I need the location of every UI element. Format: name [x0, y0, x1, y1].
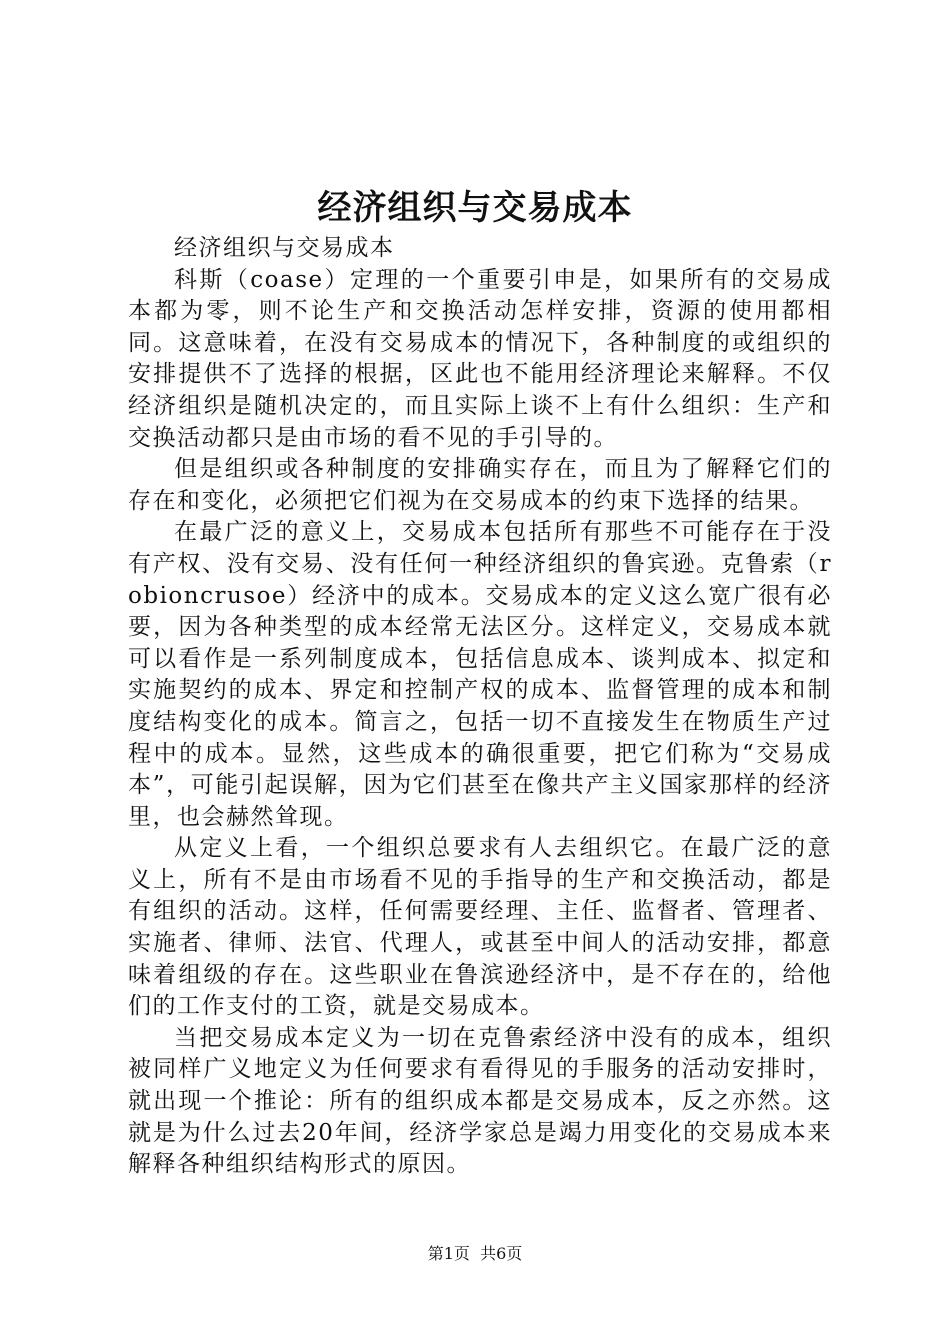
document-body — [128, 233, 832, 1181]
document-title: 经济组织与交易成本 — [317, 188, 633, 228]
paragraph-subtitle: 经济组织与交易成本 — [174, 235, 395, 261]
page-total: 共6页 — [480, 1244, 523, 1263]
page-footer — [0, 1243, 950, 1265]
paragraph: 科斯（coase）定理的一个重要引申是，如果所有的交易成本都为零，则不论生产和交换活动怎样安排，资源的使用都相同。这意味着，在没有交易成本的情况下，各种制度的或组织的安排提供不了选择的根据，区此也不能用经济理论来解释。不仅经济组织是随机决定的，而且实际上谈不上有什么组织：生产和交换活动都只是由市场的看不见的手引导的。 — [128, 266, 832, 451]
page-number: 第1页 — [427, 1244, 470, 1263]
paragraph: 但是组织或各种制度的安排确实存在，而且为了解释它们的存在和变化，必须把它们视为在交易成本的约束下选择的结果。 — [128, 456, 832, 514]
paragraph: 当把交易成本定义为一切在克鲁索经济中没有的成本，组织被同样广义地定义为任何要求有看得见的手服务的活动安排时，就出现一个推论：所有的组织成本都是交易成本，反之亦然。这就是为什么过去20年间，经济学家总是竭力用变化的交易成本来解释各种组织结构形式的原因。 — [128, 1024, 832, 1178]
paragraph: 在最广泛的意义上，交易成本包括所有那些不可能存在于没有产权、没有交易、没有任何一种经济组织的鲁宾逊。克鲁索（robioncrusoe）经济中的成本。交易成本的定义这么宽广很有必要，因为各种类型的成本经常无法区分。这样定义，交易成本就可以看作是一系列制度成本，包括信息成本、谈判成本、拟定和实施契约的成本、界定和控制产权的成本、监督管理的成本和制度结构变化的成本。简言之，包括一切不直接发生在物质生产过程中的成本。显然，这些成本的确很重要，把它们称为“交易成本”，可能引起误解，因为它们甚至在像共产主义国家那样的经济里，也会赫然耸现。 — [128, 519, 832, 830]
paragraph: 从定义上看，一个组织总要求有人去组织它。在最广泛的意义上，所有不是由市场看不见的手指导的生产和交换活动，都是有组织的活动。这样，任何需要经理、主任、监督者、管理者、实施者、律师、法官、代理人，或甚至中间人的活动安排，都意味着组级的存在。这些职业在鲁滨逊经济中，是不存在的，给他们的工作支付的工资，就是交易成本。 — [128, 835, 832, 1020]
